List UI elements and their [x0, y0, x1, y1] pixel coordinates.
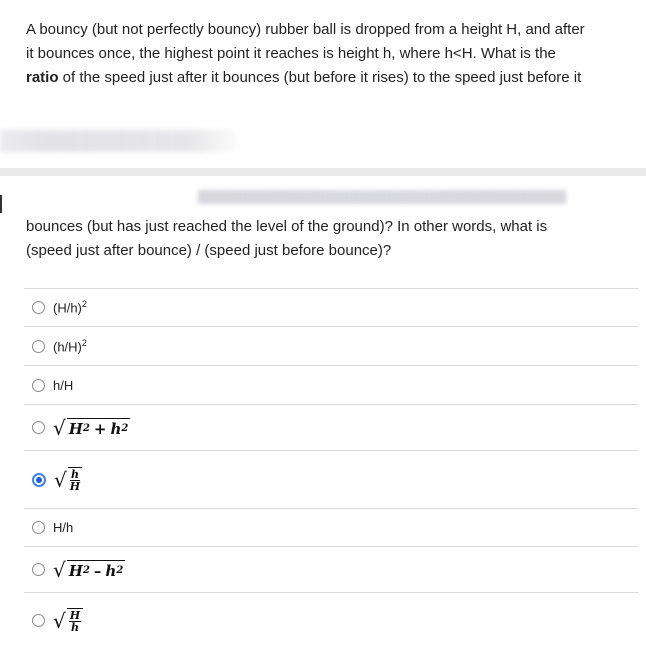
radio-button[interactable] [32, 614, 45, 627]
question-line-4: bounces (but has just reached the level of the ground)? In other words, what is [26, 218, 548, 235]
option-math [53, 608, 83, 633]
radio-button[interactable] [32, 340, 45, 353]
option-8[interactable] [24, 592, 638, 648]
option-label: $(H/h)^2$ [53, 299, 87, 316]
blurred-region-2 [198, 190, 566, 204]
question-text-top [26, 18, 636, 90]
screenshot-divider [0, 168, 646, 176]
radio-button[interactable] [32, 379, 45, 392]
sqrt-symbol: √ [53, 608, 66, 633]
option-7[interactable] [24, 546, 638, 592]
option-2[interactable] [24, 326, 638, 365]
radicand: H 2 – h 2 [68, 561, 124, 580]
option-4[interactable] [24, 404, 638, 450]
blurred-region [0, 130, 236, 152]
option-math [54, 467, 82, 492]
question-line-1: A bouncy (but not perfectly bouncy) rubber ball is dropped from a height H, and after [26, 21, 585, 38]
question-line-5: (speed just after bounce) / (speed just before bounce)? [26, 242, 392, 259]
question-bold-ratio: ratio [26, 69, 59, 86]
sqrt-symbol: √ [54, 467, 67, 492]
radio-button[interactable] [32, 563, 45, 576]
answer-options [24, 288, 638, 648]
option-1[interactable] [24, 288, 638, 326]
sqrt-symbol: √ [53, 557, 66, 582]
question-text-bottom [26, 215, 636, 263]
option-label: h/H [53, 377, 74, 393]
sqrt-symbol: √ [53, 415, 66, 440]
option-label: H/h [53, 520, 74, 535]
option-5[interactable] [24, 450, 638, 508]
option-6[interactable] [24, 508, 638, 546]
radio-button[interactable] [32, 301, 45, 314]
option-3[interactable] [24, 365, 638, 404]
radio-button[interactable] [32, 521, 45, 534]
radicand: $\frac{h}{H}$ [69, 468, 81, 493]
question-line-2: it bounces once, the highest point it reaches is height h, where h<H. What is the [26, 45, 556, 62]
question-line-3: of the speed just after it bounces (but before it rises) to the speed just before it [58, 69, 582, 86]
radio-button[interactable] [32, 421, 45, 434]
radicand: H 2 + h 2 [68, 419, 129, 438]
option-math [53, 416, 130, 440]
edge-mark [0, 195, 2, 213]
option-label: $(h/H)^2$ [53, 337, 87, 355]
option-math [53, 558, 125, 582]
radicand: $\frac{H}{h}$ [67, 608, 83, 633]
radio-button-selected[interactable] [32, 473, 46, 487]
